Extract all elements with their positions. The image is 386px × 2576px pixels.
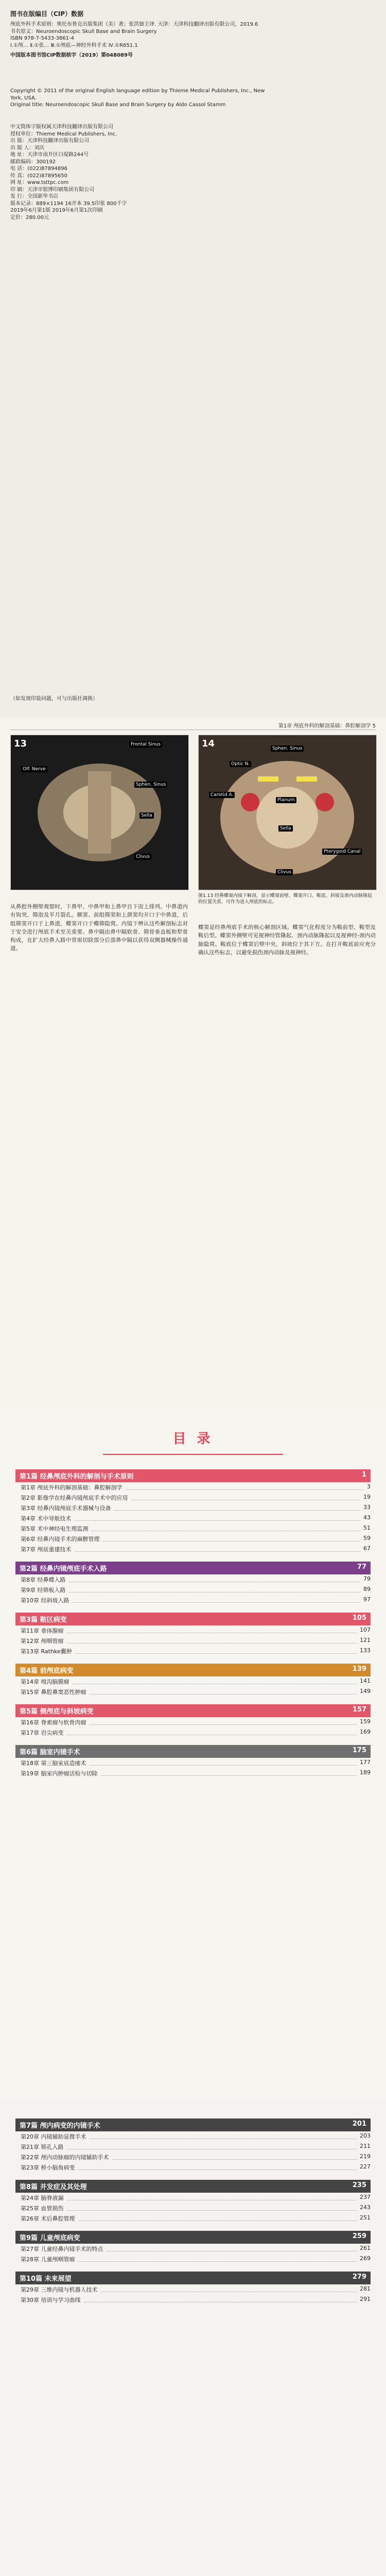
toc-chapter-page: 159	[360, 1718, 371, 1725]
toc-leader-dots	[78, 2214, 357, 2221]
toc-chapter-page: 19	[363, 1494, 371, 1500]
info-row: 版本记录：889×1194 16开本 39.5印张 800千字	[10, 200, 127, 207]
toc-chapter-row[interactable]	[15, 1636, 371, 1646]
info-row: 邮政编码：300192	[10, 159, 56, 165]
info-row: 定价：280.00元	[10, 214, 49, 221]
figure-number: 13	[14, 738, 27, 749]
body-text-right: 蝶窦是经鼻颅底手术的核心解剖区域。蝶窦气化程度分为鞍前型、鞍型及鞍后型。蝶窦外侧壁可见视神经管隆起、颈内动脉隆起以及视神经-颈内动脉隐窝。鞍底位于蝶窦后壁中央，斜坡位于其下方。在打开鞍底前应充分确认这些标志，以避免损伤颈内动脉及视神经。	[198, 924, 376, 956]
toc-leader-dots	[126, 1483, 364, 1490]
toc-chapter-row[interactable]	[15, 2131, 371, 2142]
toc-leader-dots	[107, 2245, 357, 2251]
toc-part-heading[interactable]	[15, 1562, 371, 1574]
toc-chapter-title: 第16章 脊索瘤与软骨肉瘤	[21, 1719, 86, 1726]
toc-chapter-page: 33	[363, 1504, 371, 1511]
toc-chapter-page: 169	[360, 1728, 371, 1735]
toc-chapter-page: 3	[367, 1483, 371, 1490]
toc-part-page: 279	[352, 2273, 366, 2281]
figure-label: Clivus	[134, 854, 151, 860]
cip-line: 颅底外科手术原则：奥托布鲁克出版集团（美）著；张洪钿主译. 天津：天津科技翻译出版有限公司，2019.6	[10, 22, 258, 27]
toc-chapter-title: 第20章 内镜辅助显微手术	[21, 2133, 86, 2140]
figure-14	[198, 735, 377, 890]
toc-chapter-title: 第13章 Rathke囊肿	[21, 1648, 72, 1655]
toc-chapter-page: 133	[360, 1647, 371, 1654]
publisher-line: Copyright © 2011 of the original English language edition by Thieme Medical Publishers, Inc., New York, USA.	[10, 88, 265, 101]
toc-part-page: 105	[352, 1614, 366, 1622]
toc-chapter-page: 79	[363, 1575, 371, 1582]
toc-part-page: 77	[357, 1563, 366, 1571]
toc-leader-dots	[78, 2255, 357, 2262]
toc-chapter-title: 第3章 经鼻内镜颅底手术器械与设备	[21, 1505, 111, 1512]
toc-chapter-row[interactable]	[15, 2213, 371, 2224]
toc-chapter-page: 89	[363, 1586, 371, 1592]
running-header: 第1章 颅底外科的解剖基础：鼻腔解剖学 5	[278, 723, 376, 729]
publisher-block	[10, 88, 278, 109]
toc-chapter-row[interactable]	[15, 2254, 371, 2264]
toc-chapter-title: 第4章 术中导航技术	[21, 1515, 72, 1522]
toc-leader-dots	[92, 1524, 361, 1531]
footnote: （如发现印装问题，可与出版社调换）	[10, 696, 98, 702]
figure-label: Clivus	[276, 869, 293, 875]
toc-part-heading[interactable]	[15, 1613, 371, 1625]
toc-part-heading[interactable]	[15, 1469, 371, 1482]
toc-chapter-page: 97	[363, 1596, 371, 1603]
toc-chapter-row[interactable]	[15, 1544, 371, 1554]
toc-leader-dots	[101, 2285, 357, 2292]
info-row: 印 刷：天津市银博印刷集团有限公司	[10, 187, 95, 193]
toc-part-label: 第10篇 未来展望	[20, 2275, 72, 2283]
info-row: 2019年6月第1版 2019年6月第1次印刷	[10, 208, 103, 213]
toc-chapter-row[interactable]	[15, 2295, 371, 2305]
cip-line: Ⅰ.①颅… Ⅱ.①张… Ⅲ.①颅底—神经外科手术 Ⅳ.①R651.1	[10, 42, 138, 48]
toc-chapter-page: 203	[360, 2132, 371, 2139]
toc-chapter-title: 第24章 脑脊液漏	[21, 2195, 64, 2201]
toc-part-heading[interactable]	[15, 2119, 371, 2131]
toc-chapter-row[interactable]	[15, 1523, 371, 1534]
figure-caption: 图1.13 经鼻蝶窦内镜下解剖，显示蝶窦前壁、蝶窦开口、鞍底、斜坡及颈内动脉隆起的位置关系，可作为进入颅底的标志。	[198, 893, 372, 905]
toc-chapter-row[interactable]	[15, 2284, 371, 2295]
toc-chapter-page: 141	[360, 1677, 371, 1684]
toc-leader-dots	[67, 1637, 357, 1643]
figure-label: Planum	[276, 797, 296, 803]
toc-leader-dots	[90, 2132, 357, 2139]
info-row: 出 版：天津科技翻译出版有限公司	[10, 138, 90, 144]
figure-label: Olf. Nerve	[21, 766, 47, 772]
toc-chapter-page: 219	[360, 2153, 371, 2160]
toc-chapter-title: 第19章 脑室内肿瘤活检与切除	[21, 1770, 98, 1777]
toc-chapter-page: 59	[363, 1535, 371, 1541]
toc-leader-dots	[84, 2296, 357, 2302]
toc-chapter-title: 第14章 嗅沟脑膜瘤	[21, 1679, 69, 1685]
toc-part-page: 175	[352, 1747, 366, 1754]
anatomy-page-5	[0, 717, 386, 1408]
toc-leader-dots	[78, 2163, 357, 2170]
toc-leader-dots	[90, 1718, 357, 1725]
cip-block	[10, 9, 278, 59]
toc-chapter-row[interactable]	[15, 1574, 371, 1585]
toc-chapter-title: 第6章 经鼻内镜手术的麻醉管理	[21, 1536, 100, 1543]
toc-chapter-page: 281	[360, 2285, 371, 2292]
publisher-line: Original title: Neuroendoscopic Skull Base and Brain Surgery by Aldo Cassol Stamm	[10, 102, 226, 108]
info-row: 出 版 人：刘庆	[10, 145, 45, 151]
toc-chapter-page: 269	[360, 2255, 371, 2262]
toc-page-2	[0, 2098, 386, 2576]
info-row: 地 址：天津市南开区白堤路244号	[10, 152, 89, 158]
figure-label: Sphen. Sinus	[134, 782, 167, 788]
toc-chapter-page: 43	[363, 1514, 371, 1521]
toc-page-1	[0, 1408, 386, 2098]
toc-leader-dots	[114, 1504, 361, 1511]
toc-chapter-page: 237	[360, 2194, 371, 2200]
body-text-left: 从鼻腔外侧壁观察时，下鼻甲、中鼻甲和上鼻甲自下而上排列。中鼻道内有钩突、筛泡及半月裂孔。额窦、前组筛窦和上颌窦均开口于中鼻道，后组筛窦开口于上鼻道，蝶窦开口于蝶筛隐窝。内镜下辨认这些解剖标志对于安全进行颅底手术至关重要。鼻中隔由鼻中隔软骨、筛骨垂直板和犁骨构成，在扩大经鼻入路中常需切除部分后部鼻中隔以获得双侧器械操作通道。	[10, 904, 188, 952]
toc-chapter-row[interactable]	[15, 1595, 371, 1605]
toc-part-label: 第8篇 并发症及其处理	[20, 2183, 87, 2191]
cip-title: 图书在版编目（CIP）数据	[10, 10, 84, 18]
toc-chapter-title: 第26章 术后鼻腔管理	[21, 2215, 75, 2222]
toc-chapter-row[interactable]	[15, 1493, 371, 1503]
toc-chapter-title: 第18章 第三脑室底造瘘术	[21, 1760, 86, 1767]
toc-part-page: 139	[352, 1665, 366, 1673]
toc-leader-dots	[67, 2194, 357, 2200]
toc-part-label: 第3篇 鞍区病变	[20, 1616, 67, 1624]
toc-chapter-row[interactable]	[15, 1758, 371, 1768]
toc-chapter-row[interactable]	[15, 1676, 371, 1687]
toc-chapter-row[interactable]	[15, 1687, 371, 1697]
toc-chapter-row[interactable]	[15, 1513, 371, 1523]
toc-leader-dots	[67, 2143, 357, 2149]
toc-chapter-row[interactable]	[15, 2142, 371, 2152]
toc-part-page: 259	[352, 2232, 366, 2240]
toc-chapter-page: 107	[360, 1626, 371, 1633]
toc-chapter-page: 261	[360, 2245, 371, 2251]
toc-chapter-row[interactable]	[15, 1503, 371, 1513]
toc-part-heading[interactable]	[15, 1704, 371, 1717]
toc-part-heading[interactable]	[15, 2272, 371, 2284]
toc-leader-dots	[90, 1759, 357, 1766]
toc-leader-dots	[69, 1586, 361, 1592]
info-row: 网 址：www.tsttpc.com	[10, 180, 69, 185]
toc-chapter-row[interactable]	[15, 1625, 371, 1636]
toc-chapter-row[interactable]	[15, 2244, 371, 2254]
toc-chapter-page: 177	[360, 1759, 371, 1766]
toc-leader-dots	[75, 1647, 357, 1654]
toc-part-page: 157	[352, 1706, 366, 1714]
toc-part-label: 第6篇 脑室内镜手术	[20, 1749, 80, 1756]
toc-chapter-row[interactable]	[15, 2203, 371, 2213]
toc-leader-dots	[69, 1575, 361, 1582]
toc-leader-dots	[101, 1769, 357, 1776]
toc-chapter-title: 第10章 经斜坡入路	[21, 1597, 69, 1604]
toc-chapter-page: 211	[360, 2143, 371, 2149]
toc-chapter-page: 251	[360, 2214, 371, 2221]
toc-chapter-title: 第21章 锁孔入路	[21, 2144, 64, 2150]
toc-leader-dots	[131, 1494, 361, 1500]
toc-chapter-title: 第15章 鼻腔鼻窦恶性肿瘤	[21, 1689, 86, 1696]
toc-part-label: 第4篇 前颅底病变	[20, 1667, 74, 1675]
figure-label: Pterygoid Canal	[322, 849, 362, 855]
toc-chapter-page: 243	[360, 2204, 371, 2211]
toc-part-page: 201	[352, 2120, 366, 2128]
cip-line: ISBN 978-7-5433-3861-4	[10, 36, 74, 41]
toc-chapter-row[interactable]	[15, 1482, 371, 1493]
toc-leader-dots	[112, 2153, 357, 2160]
toc-part-heading[interactable]	[15, 1664, 371, 1676]
info-rows	[10, 124, 278, 221]
toc-chapter-title: 第17章 岩尖病变	[21, 1730, 64, 1736]
toc-chapter-title: 第5章 术中神经电生理监测	[21, 1526, 89, 1532]
toc-chapter-title: 第22章 颅内动脉瘤的内镜辅助手术	[21, 2154, 109, 2161]
toc-chapter-row[interactable]	[15, 1768, 371, 1778]
info-row: 授权单位：Thieme Medical Publishers, Inc.	[10, 131, 117, 137]
info-row: 中文简体字版权属天津科技翻译出版有限公司	[10, 124, 113, 130]
toc-list	[15, 2119, 371, 2305]
toc-leader-dots	[67, 1728, 357, 1735]
toc-list	[15, 1469, 371, 1778]
toc-chapter-page: 189	[360, 1769, 371, 1776]
toc-chapter-title: 第8章 经鼻蝶入路	[21, 1577, 66, 1583]
toc-heading: 目 录	[172, 1431, 214, 1447]
toc-part-label: 第7篇 颅内病变的内镜手术	[20, 2122, 100, 2130]
toc-chapter-title: 第28章 儿童颅咽管瘤	[21, 2256, 75, 2263]
toc-leader-dots	[90, 1688, 357, 1694]
toc-chapter-page: 51	[363, 1524, 371, 1531]
cip-line: 书名原文：Neuroendoscopic Skull Base and Brain Surgery	[10, 28, 157, 35]
toc-part-label: 第5篇 侧颅底与斜坡病变	[20, 1708, 94, 1716]
info-row: 发 行：全国新华书店	[10, 194, 59, 199]
toc-chapter-title: 第30章 培训与学习曲线	[21, 2297, 81, 2303]
toc-chapter-title: 第9章 经筛板入路	[21, 1587, 66, 1594]
toc-chapter-title: 第7章 颅底重建技术	[21, 1546, 72, 1553]
toc-chapter-title: 第29章 三维内镜与机器人技术	[21, 2286, 98, 2293]
toc-leader-dots	[103, 1535, 361, 1541]
figure-label: Frontal Sinus	[129, 741, 162, 748]
figure-label: Carotid A.	[209, 792, 235, 798]
figure-label: Sella	[278, 825, 293, 832]
toc-leader-dots	[75, 1514, 361, 1521]
toc-leader-dots	[75, 1545, 361, 1552]
toc-chapter-page: 227	[360, 2163, 371, 2170]
toc-chapter-row[interactable]	[15, 1646, 371, 1656]
toc-chapter-title: 第11章 垂体腺瘤	[21, 1628, 64, 1634]
toc-part-heading[interactable]	[15, 1745, 371, 1758]
figure-label: Sphen. Sinus	[271, 745, 304, 752]
copyright-page	[0, 0, 386, 717]
toc-chapter-page: 291	[360, 2296, 371, 2302]
toc-chapter-title: 第25章 血管损伤	[21, 2205, 64, 2212]
toc-chapter-row[interactable]	[15, 1717, 371, 1727]
info-row: 传 真：(022)87895650	[10, 173, 67, 179]
toc-chapter-title: 第2章 影像学在经鼻内镜颅底手术中的应用	[21, 1495, 128, 1501]
toc-part-heading[interactable]	[15, 2231, 371, 2244]
toc-part-label: 第1篇 经鼻颅底外科的解剖与手术原则	[20, 1473, 134, 1481]
toc-part-page: 1	[361, 1471, 366, 1479]
toc-chapter-row[interactable]	[15, 1534, 371, 1544]
toc-chapter-row[interactable]	[15, 2193, 371, 2203]
toc-leader-dots	[67, 1626, 357, 1633]
cip-number: 中国版本图书馆CIP数据核字（2019）第048089号	[10, 53, 133, 58]
toc-leader-dots	[67, 2204, 357, 2211]
toc-chapter-row[interactable]	[15, 1727, 371, 1738]
toc-part-label: 第9篇 儿童颅底病变	[20, 2234, 80, 2242]
figure-number: 14	[202, 738, 215, 749]
figure-13	[10, 735, 189, 890]
toc-chapter-page: 121	[360, 1637, 371, 1643]
figure-label: Optic N.	[230, 761, 251, 767]
toc-chapter-row[interactable]	[15, 1585, 371, 1595]
toc-chapter-title: 第12章 颅咽管瘤	[21, 1638, 64, 1645]
toc-part-label: 第2篇 经鼻内镜颅底手术入路	[20, 1565, 107, 1573]
toc-leader-dots	[73, 1677, 357, 1684]
toc-chapter-title: 第1章 颅底外科的解剖基础：鼻腔解剖学	[21, 1484, 122, 1491]
figure-label: Sella	[139, 812, 154, 819]
toc-chapter-row[interactable]	[15, 2152, 371, 2162]
toc-chapter-title: 第23章 桥小脑角病变	[21, 2164, 75, 2171]
toc-chapter-page: 67	[363, 1545, 371, 1552]
toc-part-page: 235	[352, 2181, 366, 2189]
toc-chapter-row[interactable]	[15, 2162, 371, 2173]
toc-chapter-page: 149	[360, 1688, 371, 1694]
toc-part-heading[interactable]	[15, 2180, 371, 2193]
toc-chapter-title: 第27章 儿童经鼻内镜手术的特点	[21, 2246, 103, 2252]
toc-leader-dots	[73, 1596, 361, 1603]
info-row: 电 话：(022)87894896	[10, 166, 67, 172]
